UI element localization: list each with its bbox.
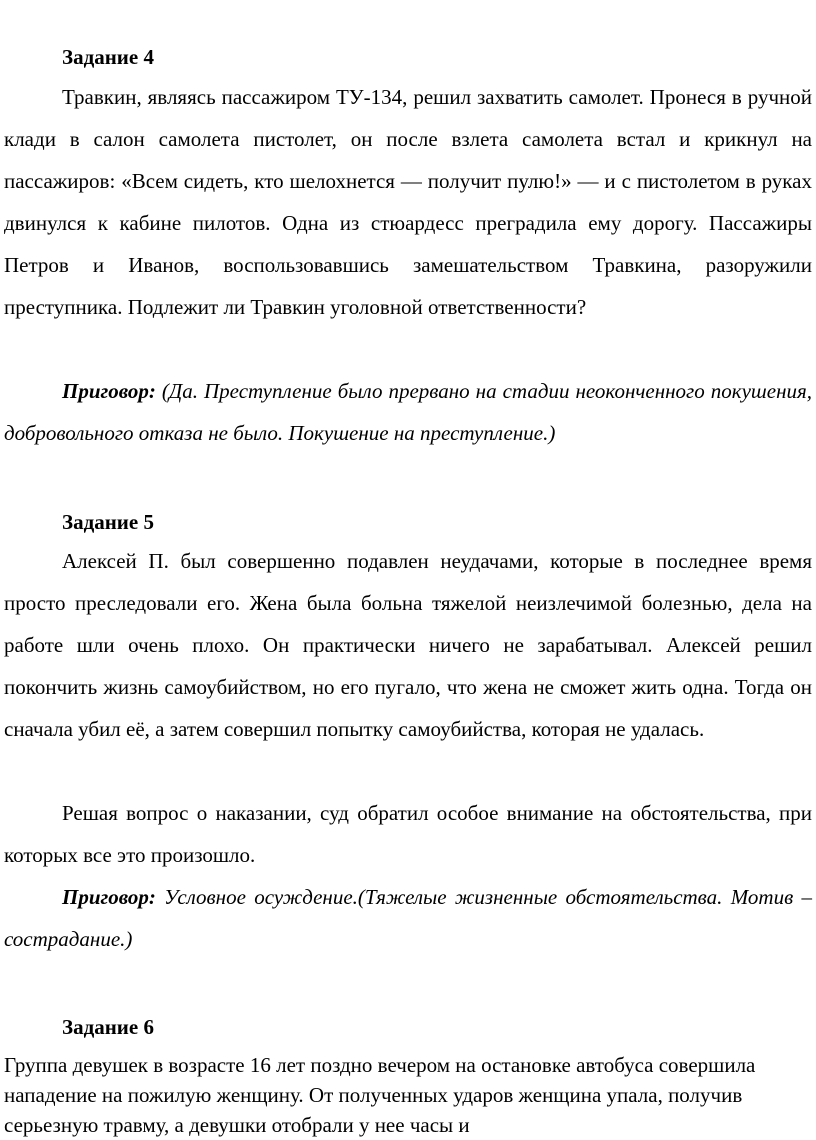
task-6-paragraph: Группа девушек в возрасте 16 лет поздно вечером на остановке автобуса совершила нападение на пожилую женщину. От полученных ударов женщина упала, получив серьезную травму, а девушки отобрали у нее часы и xyxy=(4,1053,756,1137)
task-5-verdict xyxy=(4,876,812,960)
task-5-verdict-text: Условное осуждение.(Тяжелые жизненные обстоятельства. Мотив – сострадание.) xyxy=(4,885,812,951)
task-4-heading: Задание 4 xyxy=(62,45,154,69)
task-4-verdict-text: (Да. Преступление было прервано на стадии неоконченного покушения, добровольного отказа не было. Покушение на преступление.) xyxy=(4,379,812,445)
task-4-paragraph: Травкин, являясь пассажиром ТУ-134, решил захватить самолет. Пронеся в ручной клади в салон самолета пистолет, он после взлета самолета встал и крикнул на пассажиров: «Всем сидеть, кто шелохнется — получит пулю!» — и с пистолетом в руках двинулся к кабине пилотов. Одна из стюардесс преградила ему дорогу. Пассажиры Петров и Иванов, воспользовавшись замешательством Травкина, разоружили преступника. Подлежит ли Травкин уголовной ответственности? xyxy=(4,85,812,319)
task-5-heading: Задание 5 xyxy=(62,510,154,534)
task-4-verdict xyxy=(4,370,812,454)
task-5-paragraph-1: Алексей П. был совершенно подавлен неудачами, которые в последнее время просто преследовали его. Жена была больна тяжелой неизлечимой болезнью, дела на работе шли очень плохо. Он практически ничего не зарабатывал. Алексей решил покончить жизнь самоубийством, но его пугало, что жена не сможет жить одна. Тогда он сначала убил её, а затем совершил попытку самоубийства, которая не удалась. xyxy=(4,549,812,741)
task-5-verdict-label: Приговор: xyxy=(62,885,156,909)
task-5-paragraph-2: Решая вопрос о наказании, суд обратил особое внимание на обстоятельства, при которых все это произошло. xyxy=(4,801,812,867)
task-4-verdict-label: Приговор: xyxy=(62,379,156,403)
task-6-heading: Задание 6 xyxy=(62,1015,154,1039)
